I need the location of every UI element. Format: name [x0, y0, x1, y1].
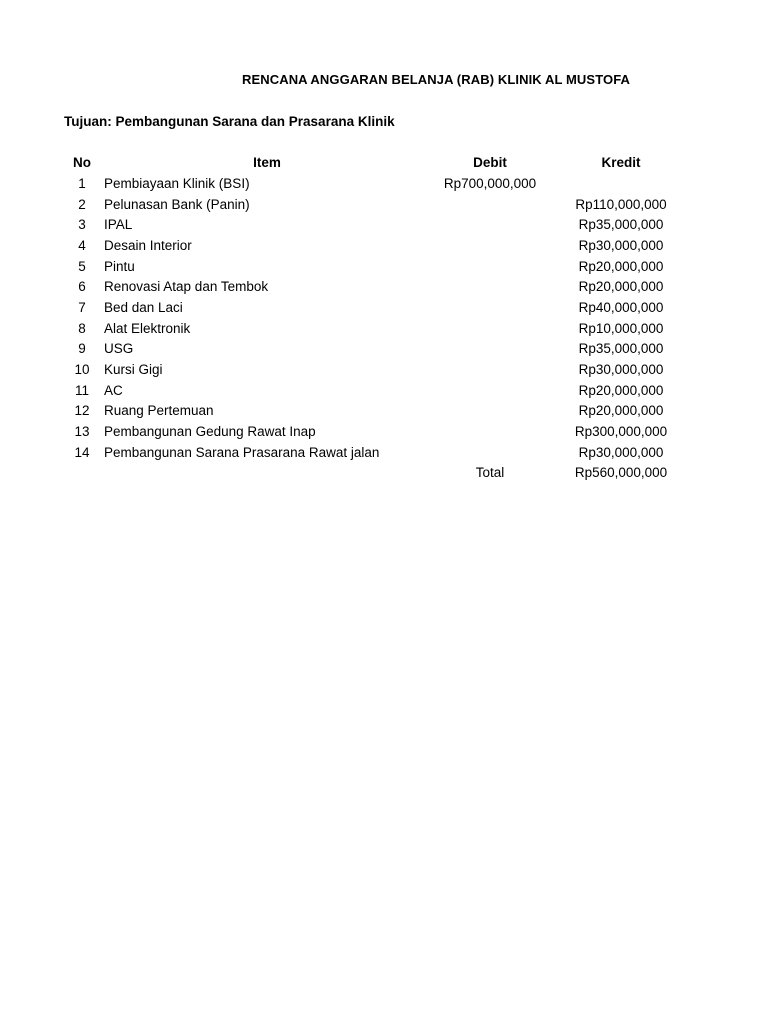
row-debit	[430, 380, 550, 401]
row-kredit	[550, 173, 692, 194]
row-no: 14	[74, 444, 90, 460]
row-no: 13	[74, 424, 90, 440]
row-item: IPAL	[104, 217, 133, 233]
row-no: 1	[78, 175, 86, 191]
row-item: Ruang Pertemuan	[104, 403, 214, 419]
row-item: Pelunasan Bank (Panin)	[104, 196, 250, 212]
row-item: Desain Interior	[104, 237, 192, 253]
row-kredit: Rp110,000,000	[575, 196, 667, 212]
row-no: 4	[78, 237, 86, 253]
row-kredit: Rp30,000,000	[578, 362, 664, 378]
total-spacer-no	[62, 463, 102, 484]
row-debit	[430, 297, 550, 318]
row-no: 6	[78, 279, 86, 295]
row-debit	[430, 318, 550, 339]
row-item: Pembiayaan Klinik (BSI)	[104, 175, 250, 191]
table-row	[62, 318, 692, 339]
row-no: 11	[74, 382, 89, 398]
row-kredit: Rp20,000,000	[578, 279, 664, 295]
row-item: Pintu	[104, 258, 135, 274]
row-kredit: Rp35,000,000	[578, 341, 664, 357]
row-debit: Rp700,000,000	[443, 175, 537, 191]
row-item: Bed dan Laci	[104, 299, 183, 315]
row-kredit: Rp30,000,000	[578, 444, 664, 460]
header-no: No	[73, 155, 91, 170]
header-debit: Debit	[473, 155, 507, 170]
row-debit	[430, 442, 550, 463]
row-debit	[430, 194, 550, 215]
document-title: RENCANA ANGGARAN BELANJA (RAB) KLINIK AL MUSTOFA	[241, 72, 631, 87]
row-debit	[430, 421, 550, 442]
row-kredit: Rp35,000,000	[578, 217, 664, 233]
row-debit	[430, 256, 550, 277]
row-kredit: Rp40,000,000	[578, 299, 664, 315]
row-debit	[430, 339, 550, 360]
table-row	[62, 194, 692, 215]
row-item: Pembangunan Gedung Rawat Inap	[104, 424, 316, 440]
row-debit	[430, 359, 550, 380]
document-purpose: Tujuan: Pembangunan Sarana dan Prasarana Klinik	[64, 114, 395, 129]
table-row	[62, 359, 692, 380]
table-row	[62, 235, 692, 256]
table-row	[62, 380, 692, 401]
table-row	[62, 256, 692, 277]
row-item: Kursi Gigi	[104, 362, 163, 378]
row-item: USG	[104, 341, 134, 357]
row-no: 2	[78, 196, 86, 212]
row-item: Pembangunan Sarana Prasarana Rawat jalan	[104, 444, 380, 460]
table-row	[62, 214, 692, 235]
total-label: Total	[475, 465, 505, 481]
row-kredit: Rp30,000,000	[578, 237, 664, 253]
header-item: Item	[253, 155, 281, 170]
row-no: 9	[78, 341, 86, 357]
table-row	[62, 421, 692, 442]
row-no: 12	[74, 403, 90, 419]
row-kredit: Rp20,000,000	[578, 382, 664, 398]
row-debit	[430, 276, 550, 297]
row-kredit: Rp300,000,000	[574, 424, 668, 440]
row-no: 10	[74, 362, 90, 378]
row-debit	[430, 235, 550, 256]
row-kredit: Rp20,000,000	[578, 258, 664, 274]
row-debit	[430, 214, 550, 235]
row-no: 5	[78, 258, 86, 274]
row-no: 8	[78, 320, 86, 336]
table-row	[62, 442, 692, 463]
row-item: Alat Elektronik	[104, 320, 191, 336]
total-kredit: Rp560,000,000	[574, 465, 668, 481]
row-no: 3	[78, 217, 86, 233]
row-item: Renovasi Atap dan Tembok	[104, 279, 269, 295]
table-row	[62, 173, 692, 194]
table-row	[62, 276, 692, 297]
total-row	[62, 463, 692, 484]
row-item: AC	[104, 382, 123, 398]
budget-table	[62, 152, 692, 483]
table-header-row	[62, 152, 692, 173]
table-row	[62, 297, 692, 318]
header-kredit: Kredit	[601, 155, 641, 170]
row-debit	[430, 401, 550, 422]
table-row	[62, 339, 692, 360]
total-spacer-item	[102, 463, 430, 484]
row-kredit: Rp20,000,000	[578, 403, 664, 419]
row-no: 7	[78, 299, 86, 315]
table-body	[62, 173, 692, 483]
row-kredit: Rp10,000,000	[578, 320, 664, 336]
table-row	[62, 401, 692, 422]
